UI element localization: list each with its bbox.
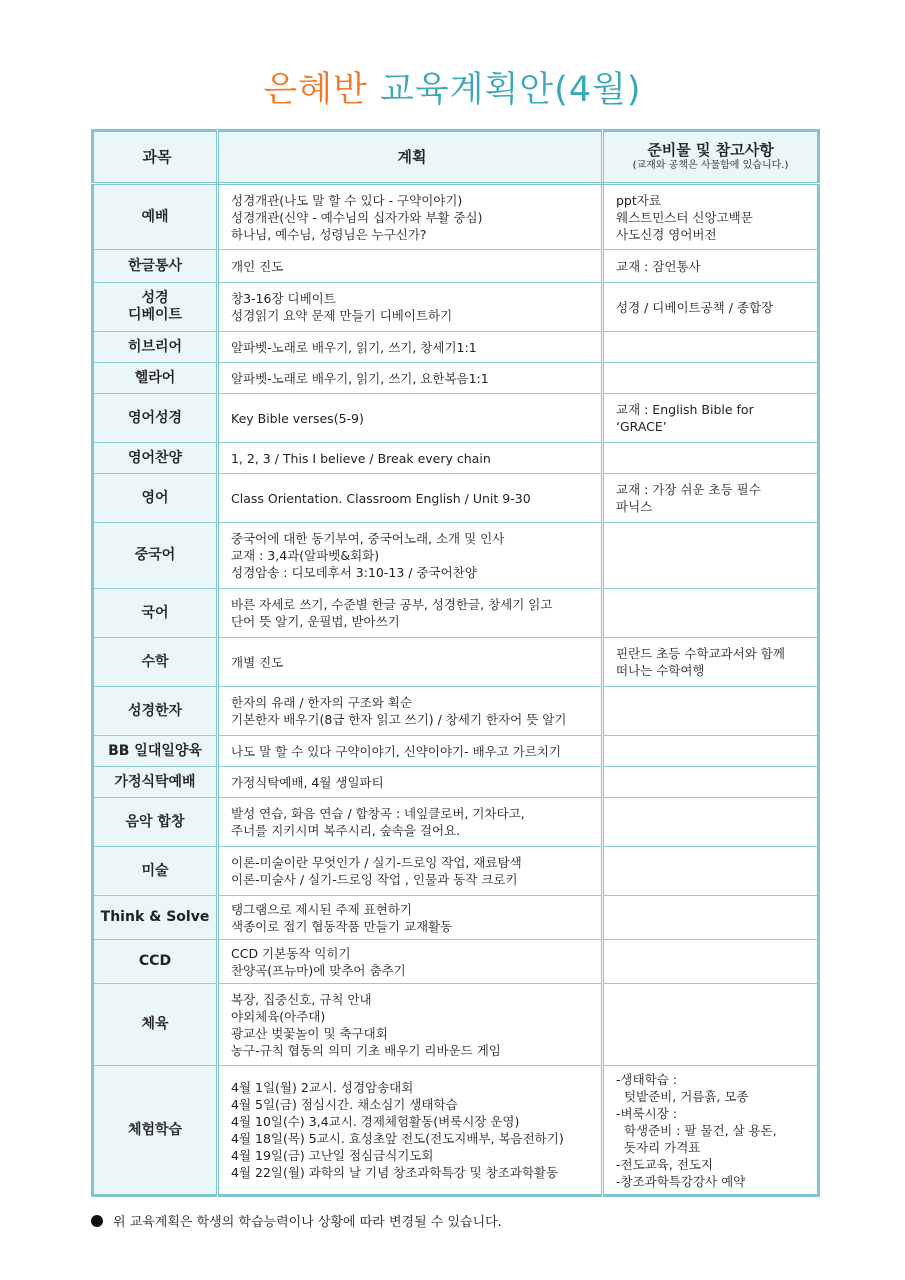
prep-cell <box>603 523 819 589</box>
subject-cell <box>93 767 218 798</box>
subject-cell <box>93 250 218 283</box>
prep-cell <box>603 687 819 736</box>
plan-cell-line: 탱그램으로 제시된 주제 표현하기 <box>231 901 412 917</box>
subject-cell-line: 예배 <box>141 208 169 225</box>
subject-cell-line: 국어 <box>141 604 169 621</box>
plan-cell-line: 개인 진도 <box>231 258 284 274</box>
plan-cell <box>218 283 603 332</box>
prep-cell-line: ‘GRACE’ <box>616 419 667 434</box>
header-subject: 과목 <box>93 131 218 184</box>
prep-cell <box>603 896 819 940</box>
plan-cell-line: 광교산 벚꽃놀이 및 축구대회 <box>231 1025 388 1041</box>
plan-cell <box>218 363 603 394</box>
prep-cell <box>603 1066 819 1196</box>
plan-cell-line: 이론-미술이란 무엇인가 / 실기-드로잉 작업, 재료탐색 <box>231 855 522 870</box>
subject-cell <box>93 332 218 363</box>
plan-cell-line: 1, 2, 3 / This I believe / Break every chain <box>231 450 491 466</box>
plan-cell-line: 색종이로 접기 협동작품 만들기 교재활동 <box>231 918 453 934</box>
table-row <box>93 474 819 523</box>
plan-cell <box>218 940 603 984</box>
prep-cell <box>603 184 819 250</box>
plan-cell <box>218 767 603 798</box>
plan-cell-line: 성경암송 : 디모데후서 3:10-13 / 중국어찬양 <box>231 565 477 580</box>
table-row <box>93 736 819 767</box>
table-row <box>93 984 819 1066</box>
plan-cell <box>218 332 603 363</box>
subject-cell-line: 체육 <box>141 1016 169 1032</box>
plan-cell-line: 나도 말 할 수 있다 구약이야기, 신약이야기- 배우고 가르치기 <box>231 743 562 759</box>
subject-cell <box>93 984 218 1066</box>
plan-cell-line: 농구-규칙 협동의 의미 기초 배우기 리바운드 게임 <box>231 1042 501 1058</box>
plan-cell <box>218 443 603 474</box>
subject-cell <box>93 638 218 687</box>
plan-cell <box>218 798 603 847</box>
subject-cell-line: 히브리어 <box>127 338 183 355</box>
plan-cell <box>218 687 603 736</box>
plan-cell-line: 성경개관(나도 말 할 수 있다 - 구약이야기) <box>231 192 463 208</box>
plan-cell-line: 4월 1일(월) 2교시. 성경암송대회 <box>231 1080 414 1095</box>
subject-cell-line: 미술 <box>141 862 169 879</box>
table-row <box>93 847 819 896</box>
subject-cell-line: BB 일대일양육 <box>108 742 202 759</box>
subject-cell <box>93 940 218 984</box>
prep-cell-line: ppt자료 <box>616 192 661 208</box>
subject-cell-line: Think & Solve <box>100 909 210 925</box>
prep-cell-line: 떠나는 수학여행 <box>616 663 705 678</box>
plan-cell <box>218 589 603 638</box>
plan-cell-line: CCD 기본동작 익히기 <box>231 945 351 961</box>
prep-cell-line: 핀란드 초등 수학교과서와 함께 <box>616 646 785 661</box>
plan-cell <box>218 847 603 896</box>
prep-cell <box>603 474 819 523</box>
prep-cell <box>603 847 819 896</box>
table-row <box>93 589 819 638</box>
prep-cell <box>603 767 819 798</box>
header-plan: 계획 <box>218 131 603 184</box>
title-class-name: 은혜반 <box>263 70 368 110</box>
plan-cell <box>218 523 603 589</box>
subject-cell-line: 한글통사 <box>127 257 183 274</box>
subject-cell <box>93 798 218 847</box>
plan-cell-line: 알파벳-노래로 배우기, 읽기, 쓰기, 창세기1:1 <box>231 339 477 355</box>
header-prep <box>603 131 819 184</box>
prep-cell-line: 교재 : 잠언통사 <box>616 258 701 274</box>
table-body <box>93 184 819 1196</box>
subject-cell-line: 체험학습 <box>127 1121 183 1138</box>
prep-cell-line: -생태학습 : <box>616 1071 677 1087</box>
table-row <box>93 1066 819 1196</box>
table-row <box>93 394 819 443</box>
plan-cell-line: 4월 10일(수) 3,4교시. 경제체험활동(벼룩시장 운영) <box>231 1114 520 1129</box>
subject-cell-line: 가정식탁예배 <box>114 773 196 790</box>
subject-cell-line: 디베이트 <box>127 307 183 323</box>
plan-cell-line: 4월 22일(월) 과학의 날 기념 창조과학특강 및 창조과학활동 <box>231 1165 559 1180</box>
plan-cell-line: 알파벳-노래로 배우기, 읽기, 쓰기, 요한복음1:1 <box>231 370 489 386</box>
plan-cell-line: 4월 18일(목) 5교시. 효성초앞 전도(전도지배부, 복음전하기) <box>231 1131 564 1146</box>
plan-cell-line: 발성 연습, 화음 연습 / 합창곡 : 네잎클로버, 기차타고, <box>231 806 525 821</box>
plan-cell <box>218 1066 603 1196</box>
subject-cell <box>93 847 218 896</box>
subject-cell-line: 헬라어 <box>134 369 176 386</box>
title-plan: 교육계획안(4월) <box>380 70 642 110</box>
plan-cell <box>218 896 603 940</box>
prep-cell <box>603 394 819 443</box>
header-prep-title: 준비물 및 참고사항 <box>647 141 774 159</box>
subject-cell <box>93 523 218 589</box>
prep-cell-line: 교재 : English Bible for <box>616 402 754 417</box>
subject-cell-line: 영어 <box>141 489 169 506</box>
table-row <box>93 332 819 363</box>
plan-cell-line: 단어 뜻 알기, 운필법, 받아쓰기 <box>231 614 400 629</box>
prep-cell <box>603 798 819 847</box>
plan-cell-line: 개별 진도 <box>231 654 284 670</box>
plan-cell-line: 한자의 유래 / 한자의 구조와 획순 <box>231 695 413 710</box>
plan-cell-line: 기본한자 배우기(8급 한자 읽고 쓰기) / 창세기 한자어 뜻 알기 <box>231 712 567 727</box>
prep-cell <box>603 363 819 394</box>
plan-cell-line: Class Orientation. Classroom English / Unit 9-30 <box>231 490 531 506</box>
plan-cell <box>218 736 603 767</box>
plan-cell-line: 이론-미술사 / 실기-드로잉 작업 , 인물과 동작 크로키 <box>231 872 518 887</box>
plan-cell <box>218 984 603 1066</box>
subject-cell <box>93 443 218 474</box>
prep-cell <box>603 638 819 687</box>
subject-cell <box>93 283 218 332</box>
prep-cell-line: 돗자리 가격표 <box>616 1139 701 1155</box>
plan-cell <box>218 184 603 250</box>
page-title <box>0 62 905 112</box>
subject-cell <box>93 1066 218 1196</box>
prep-cell <box>603 283 819 332</box>
plan-cell-line: 가정식탁예배, 4월 생일파티 <box>231 774 384 790</box>
prep-cell-line: 사도신경 영어버전 <box>616 226 717 242</box>
table-row <box>93 687 819 736</box>
prep-cell <box>603 984 819 1066</box>
plan-cell-line: 야외체육(아주대) <box>231 1008 326 1024</box>
plan-cell <box>218 250 603 283</box>
subject-cell <box>93 896 218 940</box>
table-row <box>93 363 819 394</box>
prep-cell-line: 학생준비 : 팔 물건, 살 용돈, <box>616 1122 777 1138</box>
prep-cell-line: 텃밭준비, 거름흙, 모종 <box>616 1088 749 1104</box>
table-row <box>93 767 819 798</box>
prep-cell <box>603 250 819 283</box>
plan-cell <box>218 474 603 523</box>
subject-cell-line: 성경한자 <box>127 702 183 719</box>
table-row <box>93 523 819 589</box>
subject-cell-line: 영어찬양 <box>127 449 183 466</box>
plan-cell-line: 주너를 지키시며 복주시리, 숲속을 걸어요. <box>231 823 461 838</box>
plan-cell-line: 4월 5일(금) 점심시간. 채소심기 생태학습 <box>231 1097 458 1112</box>
table-row <box>93 940 819 984</box>
table-row <box>93 896 819 940</box>
plan-cell-line: 복장, 집중신호, 규칙 안내 <box>231 991 372 1007</box>
plan-cell-line: 중국어에 대한 동기부여, 중국어노래, 소개 및 인사 <box>231 531 505 546</box>
subject-cell <box>93 474 218 523</box>
subject-cell-line: CCD <box>138 953 172 969</box>
prep-cell <box>603 332 819 363</box>
table-row <box>93 443 819 474</box>
table-row <box>93 638 819 687</box>
plan-cell-line: 창3-16장 디베이트 <box>231 291 336 306</box>
subject-cell-line: 영어성경 <box>127 409 183 426</box>
table-row <box>93 798 819 847</box>
prep-cell-line: -창조과학특강강사 예약 <box>616 1173 746 1189</box>
subject-cell-line: 성경 <box>141 290 169 306</box>
prep-cell-line: 성경 / 디베이트공책 / 종합장 <box>616 299 774 315</box>
plan-cell-line: Key Bible verses(5-9) <box>231 410 364 426</box>
plan-cell-line: 바른 자세로 쓰기, 수준별 한글 공부, 성경한글, 창세기 읽고 <box>231 597 553 612</box>
prep-cell <box>603 589 819 638</box>
plan-cell-line: 하나님, 예수님, 성령님은 누구신가? <box>231 226 427 242</box>
prep-cell <box>603 940 819 984</box>
prep-cell-line: -전도교육, 전도지 <box>616 1156 713 1172</box>
bullet-icon <box>91 1215 103 1227</box>
prep-cell-line: 파닉스 <box>616 499 653 514</box>
plan-cell <box>218 394 603 443</box>
plan-cell-line: 성경개관(신약 - 예수님의 십자가와 부활 중심) <box>231 209 483 225</box>
header-row <box>93 131 819 184</box>
prep-cell-line: -벼룩시장 : <box>616 1105 677 1121</box>
subject-cell <box>93 736 218 767</box>
table-row <box>93 283 819 332</box>
subject-cell-line: 중국어 <box>134 547 176 563</box>
subject-cell-line: 음악 합창 <box>125 813 185 830</box>
subject-cell-line: 수학 <box>141 653 169 670</box>
table-row <box>93 250 819 283</box>
plan-cell <box>218 638 603 687</box>
prep-cell <box>603 443 819 474</box>
header-prep-note: (교재와 공책은 사물함에 있습니다.) <box>632 160 789 171</box>
subject-cell <box>93 184 218 250</box>
education-plan-table <box>91 129 820 1197</box>
subject-cell <box>93 363 218 394</box>
plan-cell-line: 성경읽기 요약 문제 만들기 디베이트하기 <box>231 308 453 323</box>
footer-note <box>91 1211 502 1230</box>
plan-cell-line: 4월 19일(금) 고난일 점심금식기도회 <box>231 1148 434 1163</box>
plan-cell-line: 교재 : 3,4과(알파벳&회화) <box>231 548 380 563</box>
footer-text: 위 교육계획은 학생의 학습능력이나 상황에 따라 변경될 수 있습니다. <box>113 1215 502 1230</box>
prep-cell <box>603 736 819 767</box>
plan-cell-line: 찬양곡(프뉴마)에 맞추어 춤추기 <box>231 962 406 978</box>
subject-cell <box>93 687 218 736</box>
subject-cell <box>93 589 218 638</box>
prep-cell-line: 웨스트민스터 신앙고백문 <box>616 209 753 225</box>
table-row <box>93 184 819 250</box>
subject-cell <box>93 394 218 443</box>
prep-cell-line: 교재 : 가장 쉬운 초등 필수 <box>616 482 761 497</box>
